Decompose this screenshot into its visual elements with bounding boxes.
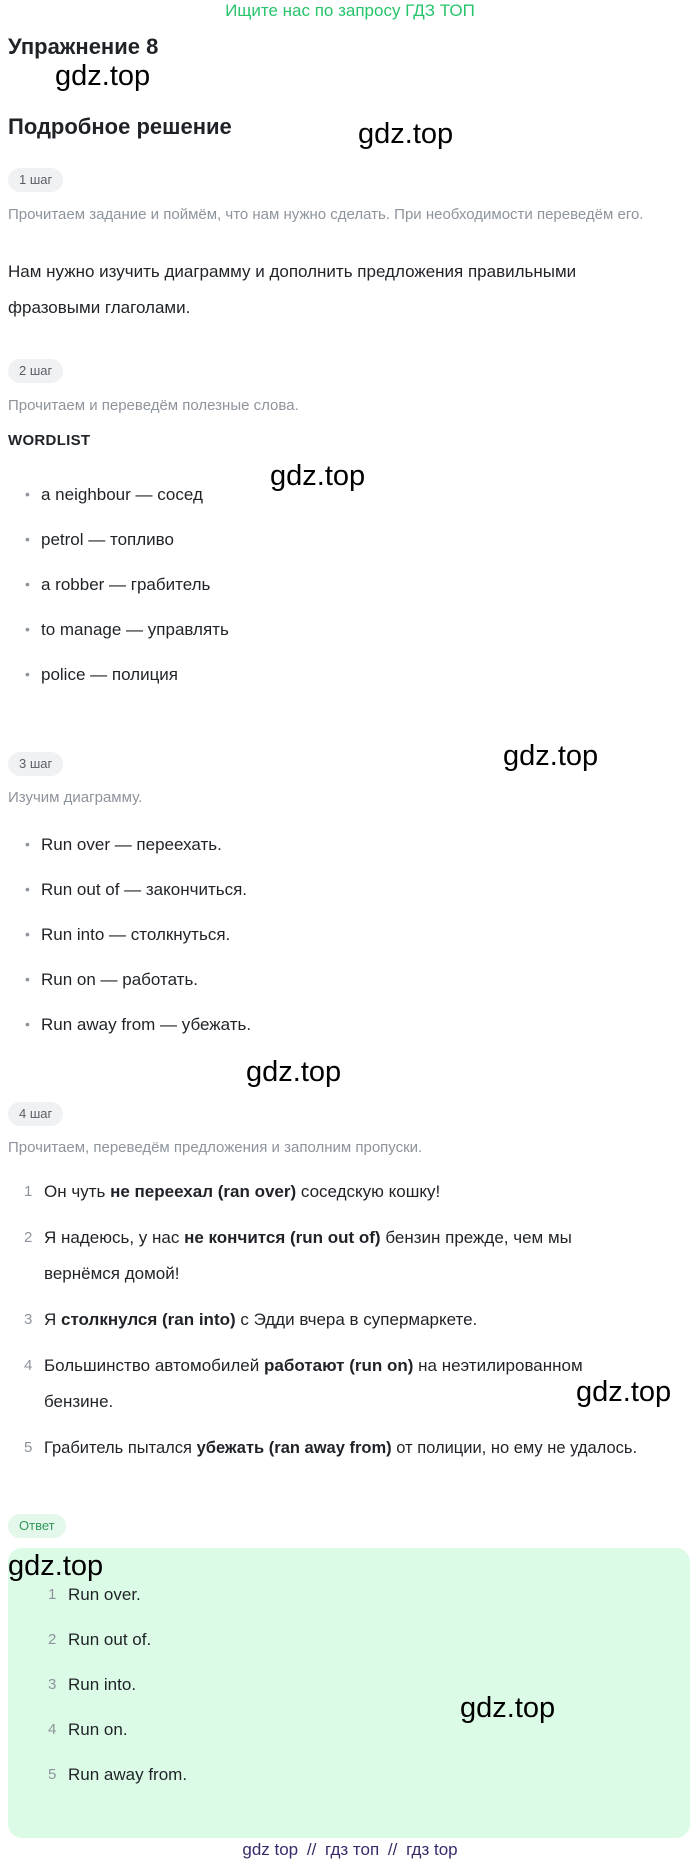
list-item: • a neighbour — сосед bbox=[25, 485, 203, 504]
step-badge-1: 1 шаг bbox=[8, 168, 63, 192]
answer-badge: Ответ bbox=[8, 1514, 66, 1538]
list-item: • a robber — грабитель bbox=[25, 575, 211, 594]
footer-link-gdz-top-ru[interactable]: гдз топ bbox=[325, 1840, 380, 1859]
list-item: 1 Run over. bbox=[48, 1585, 141, 1604]
footer-links bbox=[0, 1838, 700, 1862]
footer-link-gdz-top-mixed[interactable]: гдз top bbox=[406, 1840, 458, 1859]
list-item: • Run over — переехать. bbox=[25, 835, 222, 854]
list-item: • petrol — топливо bbox=[25, 530, 174, 549]
answer-box bbox=[8, 1548, 690, 1838]
answer-list bbox=[8, 1572, 408, 1797]
step-badge-2: 2 шаг bbox=[8, 359, 63, 383]
watermark: gdz.top bbox=[8, 1550, 104, 1582]
list-item: 5 Грабитель пытался убежать (ran away from) от полиции, но ему не удалось. bbox=[24, 1439, 638, 1457]
watermark: gdz.top bbox=[503, 740, 599, 772]
wordlist bbox=[0, 472, 500, 697]
list-item: • Run on — работать. bbox=[25, 970, 199, 989]
watermark: gdz.top bbox=[55, 60, 151, 92]
watermark: gdz.top bbox=[460, 1692, 556, 1724]
list-item: • to manage — управлять bbox=[25, 620, 229, 639]
list-item: • Run into — столкнуться. bbox=[25, 925, 231, 944]
watermark: gdz.top bbox=[246, 1056, 342, 1088]
footer-separator: // bbox=[306, 1840, 317, 1859]
diagram-list bbox=[0, 822, 500, 1047]
list-item: • Run away from — убежать. bbox=[25, 1015, 252, 1034]
list-item: 3 Я столкнулся (ran into) с Эдди вчера в супермаркете. bbox=[24, 1310, 478, 1329]
list-item: 4 Большинство автомобилей работают (run on) на неэтилированном бензине. bbox=[24, 1356, 583, 1411]
step-4-instruction: Прочитаем, переведём предложения и заполним пропуски. bbox=[8, 1139, 423, 1156]
step-1-text: Нам нужно изучить диаграмму и дополнить предложения правильными фразовыми глаголами. bbox=[8, 262, 577, 317]
list-item: 2 Я надеюсь, у нас не кончится (run out of) бензин прежде, чем мы вернёмся домой! bbox=[24, 1228, 572, 1283]
list-item: • police — полиция bbox=[25, 665, 179, 684]
footer-link-gdz-top[interactable]: gdz top bbox=[242, 1840, 299, 1859]
exercise-title: Упражнение 8 bbox=[8, 34, 159, 59]
list-item: 4 Run on. bbox=[48, 1720, 128, 1739]
wordlist-title: WORDLIST bbox=[8, 432, 91, 449]
watermark: gdz.top bbox=[270, 460, 366, 492]
step-3-instruction: Изучим диаграмму. bbox=[8, 789, 143, 806]
list-item: 3 Run into. bbox=[48, 1675, 137, 1694]
footer-separator: // bbox=[387, 1840, 398, 1859]
step-1-instruction: Прочитаем задание и поймём, что нам нужно сделать. При необходимости переведём его. bbox=[8, 206, 644, 223]
list-item: 5 Run away from. bbox=[48, 1765, 188, 1784]
step-badge-4: 4 шаг bbox=[8, 1102, 63, 1126]
step-badge-3: 3 шаг bbox=[8, 752, 63, 776]
section-title: Подробное решение bbox=[8, 114, 232, 139]
list-item: 1 Он чуть не переехал (ran over) соседскую кошку! bbox=[24, 1182, 441, 1201]
list-item: • Run out of — закончиться. bbox=[25, 880, 248, 899]
step-2-instruction: Прочитаем и переведём полезные слова. bbox=[8, 397, 299, 414]
watermark: gdz.top bbox=[576, 1376, 672, 1408]
sentence-list bbox=[8, 1174, 693, 1466]
watermark: gdz.top bbox=[358, 118, 454, 150]
search-banner: Ищите нас по запросу ГДЗ ТОП bbox=[225, 1, 475, 20]
list-item: 2 Run out of. bbox=[48, 1630, 152, 1649]
